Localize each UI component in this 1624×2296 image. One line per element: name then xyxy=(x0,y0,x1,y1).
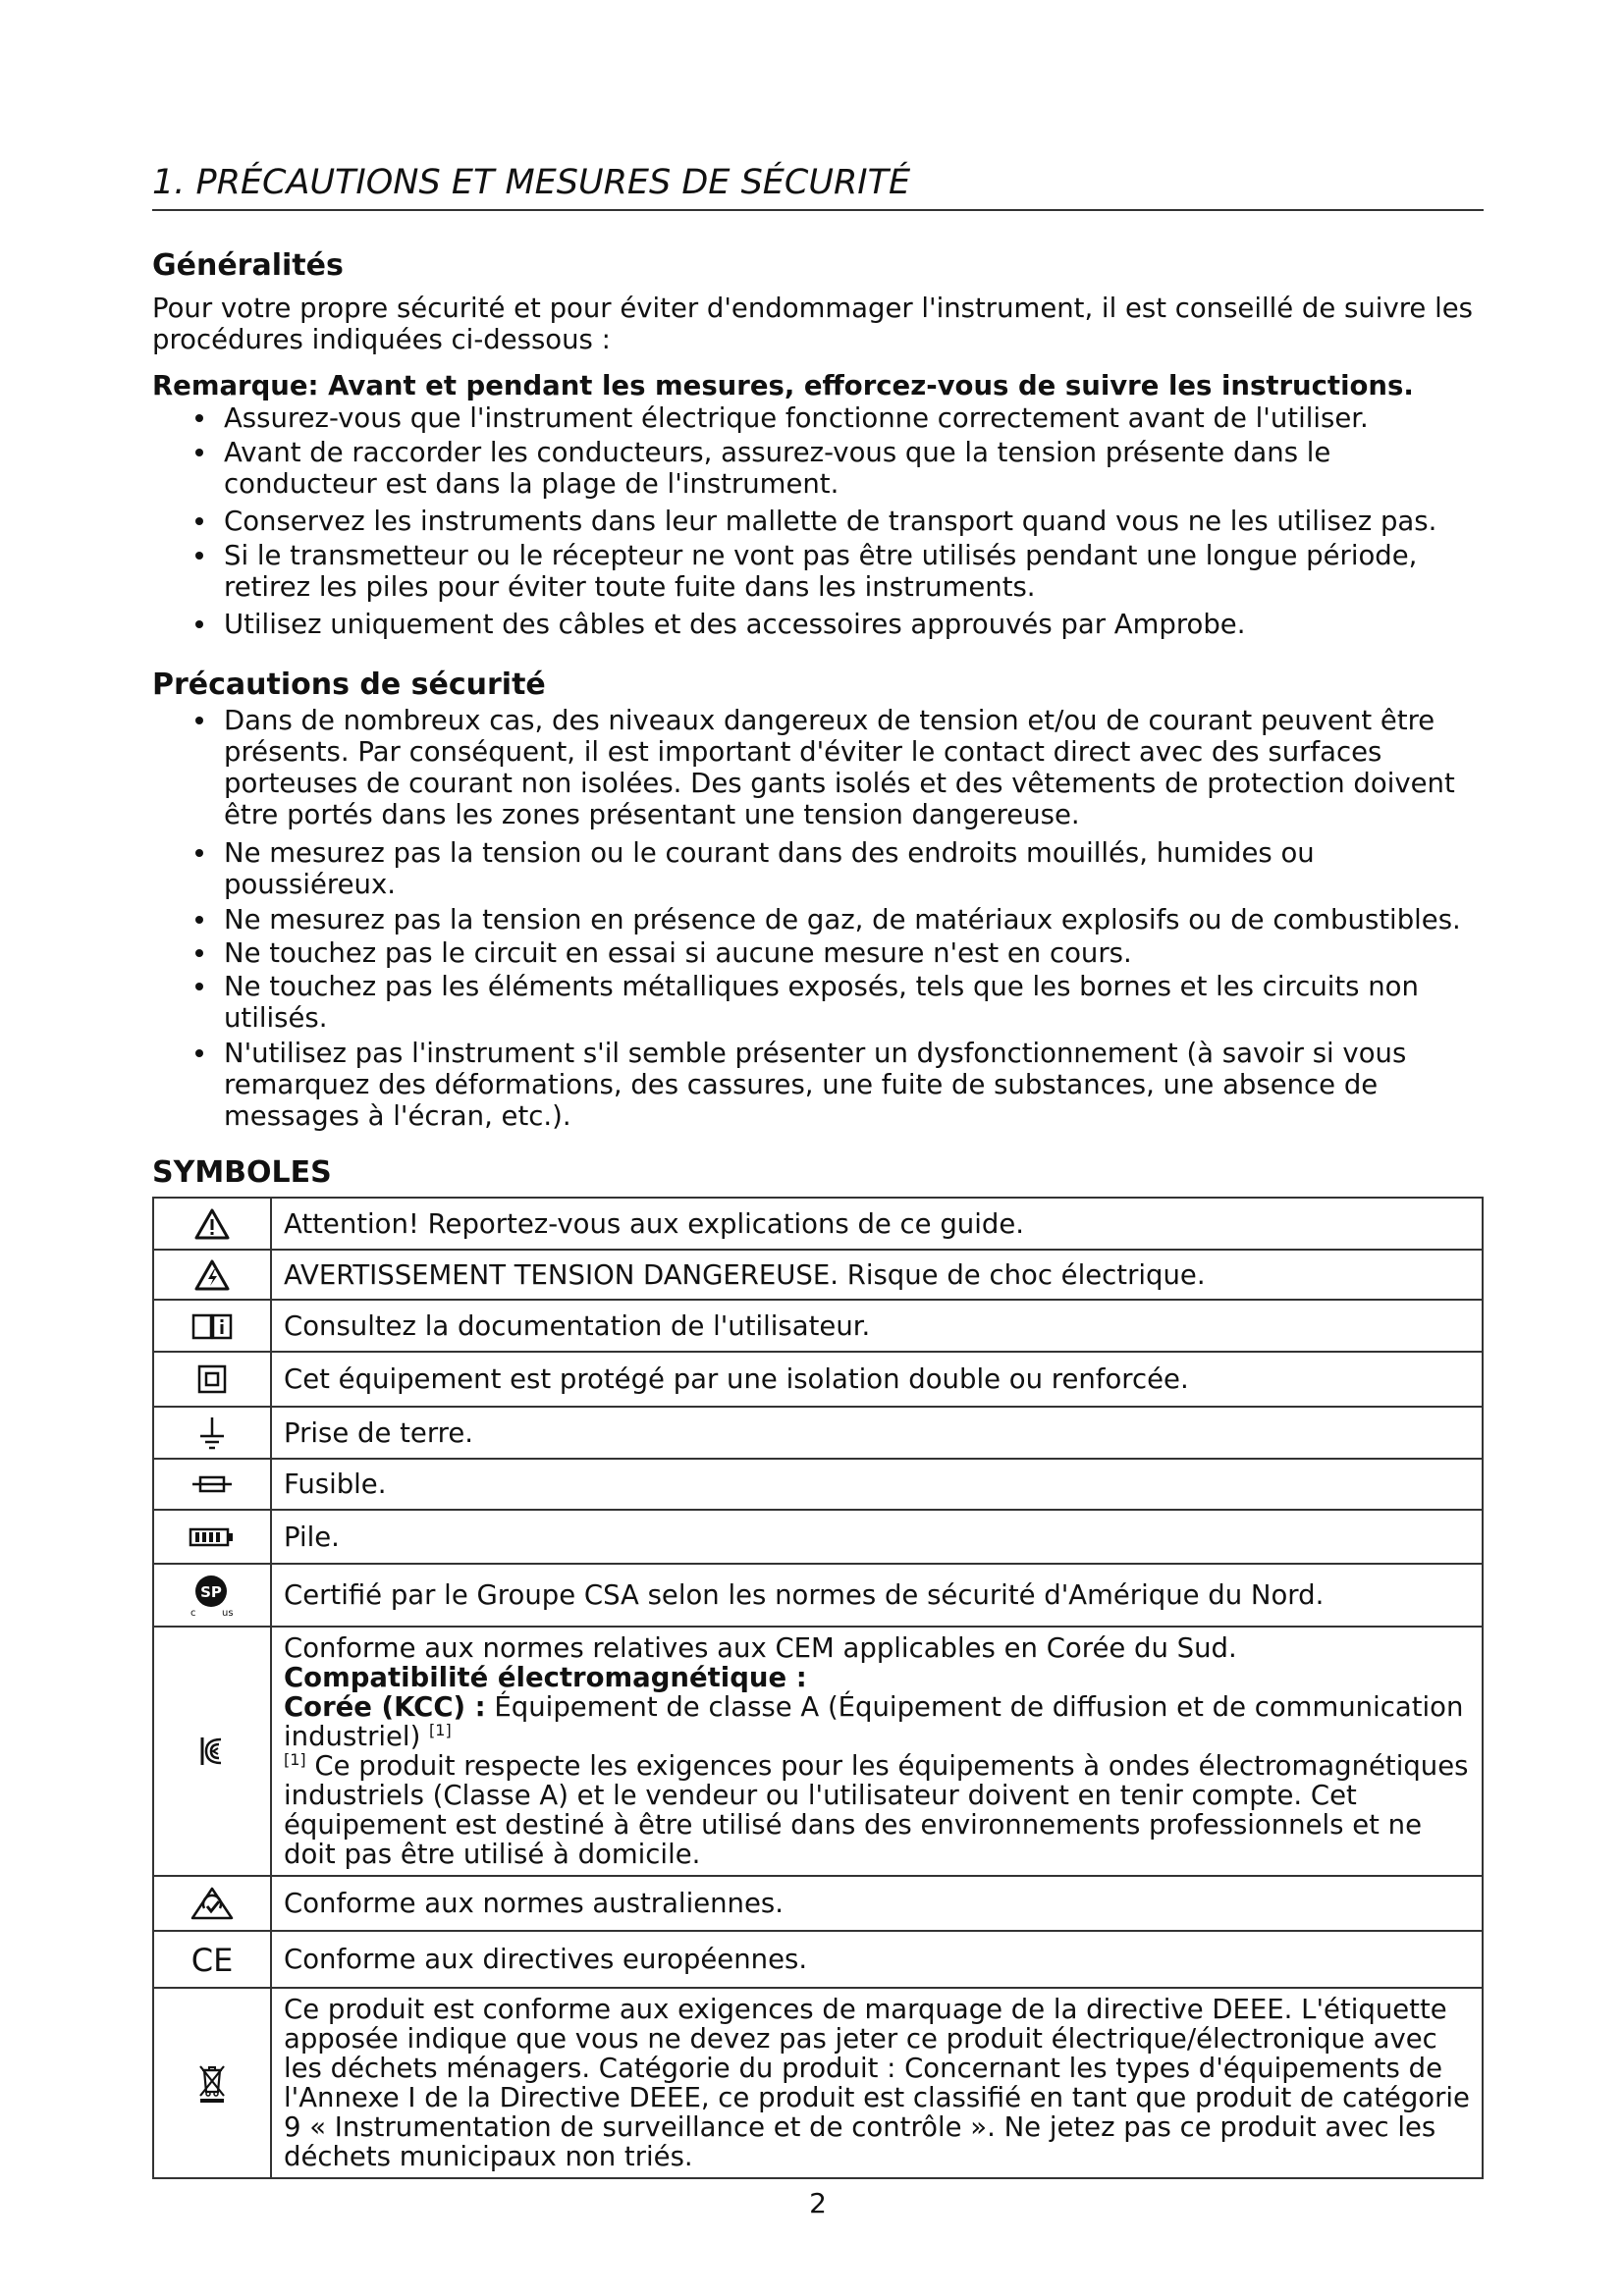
weee-bin-icon xyxy=(197,2062,227,2104)
symbol-description: Pile. xyxy=(271,1510,1483,1564)
list-item: Ne touchez pas le circuit en essai si aucune mesure n'est en cours. xyxy=(152,937,1488,969)
earth-ground-icon xyxy=(197,1416,227,1450)
safety-heading: Précautions de sécurité xyxy=(152,667,546,702)
rcm-mark-icon xyxy=(190,1887,234,1920)
symbol-description: Conforme aux normes australiennes. xyxy=(271,1876,1483,1931)
double-insulation-icon xyxy=(197,1364,227,1394)
symbol-description: Cet équipement est protégé par une isolation double ou renforcée. xyxy=(271,1352,1483,1407)
kc-line-2: Compatibilité électromagnétique : xyxy=(284,1662,807,1693)
svg-text:us: us xyxy=(222,1608,234,1618)
symbols-table xyxy=(152,1197,1484,2179)
user-manual-icon xyxy=(191,1311,233,1341)
svg-text:c: c xyxy=(190,1608,196,1618)
symbol-description: Certifié par le Groupe CSA selon les normes de sécurité d'Amérique du Nord. xyxy=(271,1564,1483,1627)
list-item: Utilisez uniquement des câbles et des accessoires approuvés par Amprobe. xyxy=(152,609,1488,640)
symbol-description: Consultez la documentation de l'utilisateur. xyxy=(271,1300,1483,1352)
table-row xyxy=(153,1352,1483,1407)
symbol-description: Attention! Reportez-vous aux explications de ce guide. xyxy=(271,1198,1483,1250)
csa-mark-icon xyxy=(187,1573,238,1618)
svg-text:CE: CE xyxy=(190,1944,234,1975)
list-item: Ne mesurez pas la tension en présence de gaz, de matériaux explosifs ou de combustibles. xyxy=(152,904,1488,935)
kc-line-3: Corée (KCC) : Équipement de classe A (Équipement de diffusion et de communication industriel) [1] xyxy=(284,1691,1464,1752)
table-row xyxy=(153,1407,1483,1459)
general-intro: Pour votre propre sécurité et pour éviter d'endommager l'instrument, il est conseillé de suivre les procédures indiquées ci-dessous : xyxy=(152,293,1473,355)
safety-bullet-list xyxy=(152,705,1488,1132)
list-item: Conservez les instruments dans leur mallette de transport quand vous ne les utilisez pas. xyxy=(152,506,1488,537)
symbol-description: AVERTISSEMENT TENSION DANGEREUSE. Risque de choc électrique. xyxy=(271,1250,1483,1300)
list-item: Si le transmetteur ou le récepteur ne vont pas être utilisés pendant une longue période, retirez les piles pour éviter toute fuite dans les instruments. xyxy=(152,540,1488,603)
general-heading: Généralités xyxy=(152,248,344,283)
table-row xyxy=(153,1198,1483,1250)
table-row xyxy=(153,1988,1483,2178)
table-row xyxy=(153,1300,1483,1352)
kc-line-1: Conforme aux normes relatives aux CEM applicables en Corée du Sud. xyxy=(284,1632,1237,1664)
svg-text:SP: SP xyxy=(200,1583,222,1601)
list-item: Avant de raccorder les conducteurs, assurez-vous que la tension présente dans le conducteur est dans la plage de l'instrument. xyxy=(152,437,1488,500)
symbol-description: Prise de terre. xyxy=(271,1407,1483,1459)
general-note: Remarque: Avant et pendant les mesures, efforcez-vous de suivre les instructions. xyxy=(152,370,1414,401)
table-row xyxy=(153,1627,1483,1876)
list-item: Ne touchez pas les éléments métalliques exposés, tels que les bornes et les circuits non utilisés. xyxy=(152,971,1488,1034)
general-bullet-list xyxy=(152,402,1488,640)
symbol-description: Ce produit est conforme aux exigences de marquage de la directive DEEE. L'étiquette apposée indique que vous ne devez pas jeter ce produit électrique/électronique avec les déchets ménagers. Catégorie du produit : Concernant les types d'équipements de l'Annexe I de la Directive DEEE, ce produit est classifié en tant que produit de catégorie 9 « Instrumentation de surveillance et de contrôle ». Ne jetez pas ce produit avec les déchets municipaux non triés. xyxy=(271,1988,1483,2178)
table-row xyxy=(153,1510,1483,1564)
fuse-icon xyxy=(192,1474,232,1494)
table-row xyxy=(153,1876,1483,1931)
table-row xyxy=(153,1250,1483,1300)
kc-footnote: [1] Ce produit respecte les exigences pour les équipements à ondes électromagnétiques industriels (Classe A) et le vendeur ou l'utilisateur doivent en tenir compte. Cet équipement est destiné à être utilisé dans des environnements professionnels et ne doit pas être utilisé à domicile. xyxy=(284,1749,1469,1870)
table-row xyxy=(153,1459,1483,1510)
table-row xyxy=(153,1564,1483,1627)
page-number: 2 xyxy=(809,2187,827,2219)
symbol-description: Conforme aux directives européennes. xyxy=(271,1931,1483,1988)
high-voltage-icon xyxy=(194,1259,230,1291)
warning-triangle-icon xyxy=(194,1208,230,1240)
list-item: Assurez-vous que l'instrument électrique fonctionne correctement avant de l'utiliser. xyxy=(152,402,1488,434)
symbol-description: Fusible. xyxy=(271,1459,1483,1510)
battery-icon xyxy=(189,1526,236,1548)
list-item: N'utilisez pas l'instrument s'il semble présenter un dysfonctionnement (à savoir si vous remarquez des déformations, des cassures, une fuite de substances, une absence de messages à l'écran, etc.). xyxy=(152,1038,1488,1132)
list-item: Dans de nombreux cas, des niveaux dangereux de tension et/ou de courant peuvent être présents. Par conséquent, il est important d'éviter le contact direct avec des surfaces porteuses de courant non isolées. Des gants isolés et des vêtements de protection doivent être portés dans les zones présentant une tension dangereuse. xyxy=(152,705,1488,830)
symbols-heading: SYMBOLES xyxy=(152,1155,332,1190)
table-row xyxy=(153,1931,1483,1988)
ce-mark-icon xyxy=(188,1944,237,1975)
symbol-description-kc xyxy=(271,1627,1483,1876)
kc-mark-icon xyxy=(199,1735,225,1767)
page-title: 1. PRÉCAUTIONS ET MESURES DE SÉCURITÉ xyxy=(152,162,1484,211)
list-item: Ne mesurez pas la tension ou le courant dans des endroits mouillés, humides ou poussiéreux. xyxy=(152,837,1488,900)
